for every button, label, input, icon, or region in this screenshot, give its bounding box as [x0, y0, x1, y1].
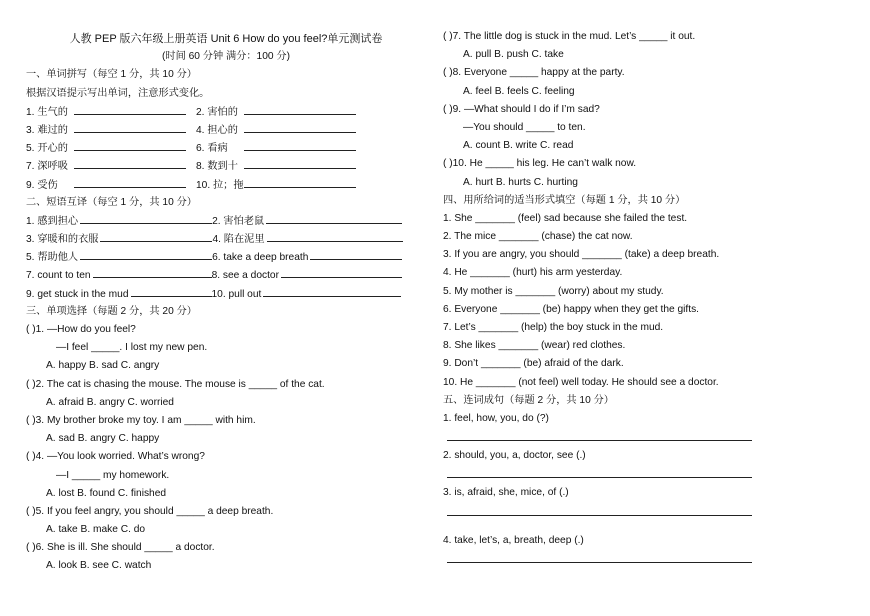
answer-line[interactable] — [447, 477, 752, 478]
fill-question: 4. He _______ (hurt) his arm yesterday. — [443, 267, 623, 279]
vocab-item: 3. 难过的 — [26, 124, 68, 136]
question-line: —I _____ my homework. — [56, 469, 170, 481]
phrase-row — [26, 212, 416, 230]
part5-heading: 五、连词成句（每题 2 分，共 10 分） — [443, 394, 614, 406]
question: ( )1. —How do you feel? — [26, 324, 136, 335]
page-subtitle: (时间 60 分钟 满分：100 分) — [162, 51, 290, 63]
vocab-item: 10. 拉；拖 — [196, 179, 244, 191]
left-column — [26, 0, 416, 576]
answer-blank[interactable] — [80, 248, 212, 260]
phrase-item: 8. see a doctor — [211, 270, 279, 282]
fill-question: 5. My mother is _______ (worry) about my study. — [443, 285, 664, 297]
answer-blank[interactable] — [244, 139, 356, 151]
fill-question: 6. Everyone _______ (be) happy when they get the gifts. — [443, 303, 699, 315]
part1-rows — [26, 103, 416, 194]
answer-line[interactable] — [447, 515, 752, 516]
question: ( )5. If you feel angry, you should _____ a deep breath. — [26, 505, 274, 517]
answer-options: A. sad B. angry C. happy — [46, 433, 160, 445]
part4-heading: 四、用所给词的适当形式填空（每题 1 分，共 10 分） — [443, 194, 686, 206]
vocab-item: 8. 数到十 — [196, 161, 238, 173]
answer-options: A. hurt B. hurts C. hurting — [463, 176, 578, 188]
answer-options: A. take B. make C. do — [46, 524, 146, 536]
phrase-item: 10. pull out — [211, 288, 262, 300]
vocab-item: 5. 开心的 — [26, 143, 68, 155]
answer-blank[interactable] — [74, 103, 186, 115]
reorder-question: 2. should, you, a, doctor, see (.) — [443, 450, 586, 462]
question: ( )6. She is ill. She should _____ a doctor. — [26, 542, 215, 554]
answer-blank[interactable] — [93, 266, 212, 278]
answer-blank[interactable] — [267, 230, 403, 242]
fill-question: 10. He _______ (not feel) well today. He should see a doctor. — [443, 376, 719, 388]
question-line: —I feel _____. I lost my new pen. — [56, 342, 208, 354]
answer-blank[interactable] — [244, 121, 356, 133]
vocab-item: 7. 深呼吸 — [26, 161, 68, 173]
fill-question: 1. She _______ (feel) sad because she failed the test. — [443, 212, 688, 224]
phrase-item: 6. take a deep breath — [212, 252, 309, 264]
answer-blank[interactable] — [244, 176, 356, 188]
question: ( )7. The little dog is stuck in the mud. Let’s _____ it out. — [443, 31, 696, 42]
vocab-item: 1. 生气的 — [26, 106, 68, 118]
phrase-item: 7. count to ten — [26, 270, 91, 282]
fill-question: 2. The mice _______ (chase) the cat now. — [443, 231, 633, 243]
phrase-item: 1. 感到担心 — [26, 215, 79, 227]
answer-options: A. happy B. sad C. angry — [46, 360, 160, 372]
part2-heading: 二、短语互译（每空 1 分，共 10 分） — [26, 196, 197, 208]
question: ( )9. —What should I do if I’m sad? — [443, 103, 600, 115]
answer-blank[interactable] — [263, 285, 401, 297]
answer-blank[interactable] — [244, 103, 356, 115]
reorder-question: 3. is, afraid, she, mice, of (.) — [443, 487, 569, 499]
part3-heading: 三、单项选择（每题 2 分，共 20 分） — [26, 305, 197, 317]
answer-blank[interactable] — [244, 157, 356, 169]
phrase-row — [26, 285, 416, 303]
vocab-row — [26, 157, 416, 175]
fill-question: 7. Let’s _______ (help) the boy stuck in the mud. — [443, 322, 664, 333]
phrase-item: 3. 穿暖和的衣服 — [26, 234, 99, 246]
answer-options: A. lost B. found C. finished — [46, 487, 167, 499]
phrase-row — [26, 266, 416, 284]
part4-questions — [443, 210, 763, 392]
fill-question: 3. If you are angry, you should _______ (take) a deep breath. — [443, 249, 720, 261]
question-line: —You should _____ to ten. — [463, 121, 586, 133]
answer-options: A. count B. write C. read — [463, 140, 574, 152]
vocab-row — [26, 176, 416, 194]
vocab-row — [26, 103, 416, 121]
answer-blank[interactable] — [80, 212, 212, 224]
answer-blank[interactable] — [281, 266, 402, 278]
phrase-item: 4. 陷在泥里 — [212, 234, 265, 246]
reorder-question: 4. take, let’s, a, breath, deep (.) — [443, 534, 584, 546]
answer-blank[interactable] — [74, 176, 186, 188]
fill-question: 9. Don’t _______ (be) afraid of the dark. — [443, 358, 624, 370]
answer-blank[interactable] — [74, 157, 186, 169]
answer-blank[interactable] — [74, 139, 186, 151]
question: ( )10. He _____ his leg. He can’t walk now. — [443, 158, 637, 170]
part5-questions — [443, 410, 763, 563]
answer-blank[interactable] — [100, 230, 212, 242]
vocab-item: 2. 害怕的 — [196, 106, 238, 118]
page-title: 人教 PEP 版六年级上册英语 Unit 6 How do you feel?单元测试卷 — [69, 33, 383, 45]
phrase-item: 2. 害怕老鼠 — [212, 215, 265, 227]
question: ( )3. My brother broke my toy. I am _____ with him. — [26, 414, 256, 426]
answer-options: A. look B. see C. watch — [46, 560, 152, 572]
phrase-item: 9. get stuck in the mud — [26, 288, 129, 300]
phrase-item: 5. 帮助他人 — [26, 252, 79, 264]
part1-heading: 一、单词拼写（每空 1 分，共 10 分） — [26, 69, 197, 81]
vocab-item: 4. 担心的 — [196, 124, 238, 136]
answer-options: A. afraid B. angry C. worried — [46, 396, 174, 408]
answer-options: A. pull B. push C. take — [463, 49, 564, 61]
reorder-question: 1. feel, how, you, do (?) — [443, 412, 549, 424]
answer-blank[interactable] — [74, 121, 186, 133]
phrase-row — [26, 248, 416, 266]
question: ( )4. —You look worried. What’s wrong? — [26, 451, 205, 463]
right-column — [443, 0, 763, 569]
vocab-item: 9. 受伤 — [26, 179, 58, 191]
fill-question: 8. She likes _______ (wear) red clothes. — [443, 340, 626, 352]
answer-line[interactable] — [447, 440, 752, 441]
phrase-row — [26, 230, 416, 248]
part3-questions — [26, 321, 416, 576]
vocab-row — [26, 139, 416, 157]
part2-rows — [26, 212, 416, 303]
answer-blank[interactable] — [266, 212, 402, 224]
part1-instruction: 根据汉语提示写出单词，注意形式变化。 — [26, 87, 210, 99]
part3-questions-continued — [443, 28, 763, 192]
answer-line[interactable] — [447, 562, 752, 563]
answer-options: A. feel B. feels C. feeling — [463, 85, 575, 97]
vocab-item: 6. 看病 — [196, 143, 228, 155]
question: ( )8. Everyone _____ happy at the party. — [443, 67, 625, 79]
spacer — [443, 522, 763, 532]
question: ( )2. The cat is chasing the mouse. The mouse is _____ of the cat. — [26, 378, 325, 390]
answer-blank[interactable] — [310, 248, 402, 260]
vocab-row — [26, 121, 416, 139]
answer-blank[interactable] — [131, 285, 212, 297]
